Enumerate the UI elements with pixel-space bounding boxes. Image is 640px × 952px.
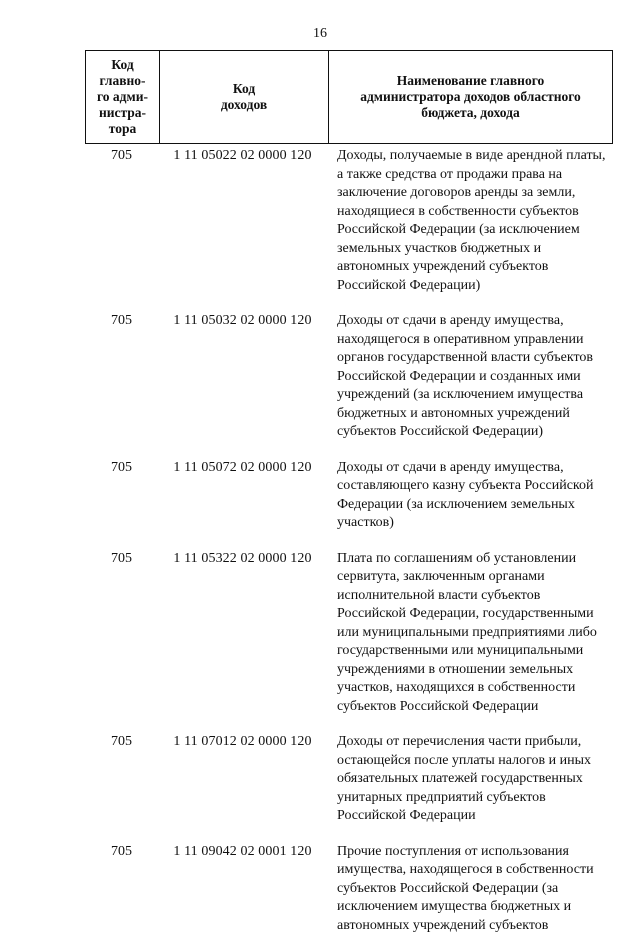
income-code-cell: 1 11 05072 02 0000 120 [173, 459, 312, 475]
admin-code-cell: 705 [111, 148, 132, 163]
table-row [85, 843, 613, 936]
admin-code-cell: 705 [111, 734, 132, 749]
admin-code-cell: 705 [111, 313, 132, 328]
header-name: Наименование главного администратора доходов областного бюджета, дохода [328, 51, 612, 143]
income-name-cell: Доходы от сдачи в аренду имущества, составляющего казну субъекта Российской Федерации (за исключением земельных участков) [337, 459, 594, 530]
income-name-cell: Доходы от сдачи в аренду имущества, находящегося в оперативном управлении органов государственной власти субъектов Российской Федерации и созданных ими учреждений (за исключением имущества бюджетных и автономных учреждений субъектов Российской Федерации) [337, 313, 594, 439]
income-name-cell: Плата по соглашениям об установлении сервитута, заключенным органами исполнительной власти субъектов Российской Федерации, государственными или муниципальными предприятиями либо государственными или муниципальными учреждениями в отношении земельных участков, находящихся в собственности субъектов Российской Федерации [337, 550, 597, 714]
table-row [85, 147, 613, 295]
income-name-cell: Доходы, получаемые в виде арендной платы, а также средства от продажи права на заключение договоров аренды за земли, находящиеся в собственности субъектов Российской Федерации (за исключением земельных участков бюджетных и автономных учреждений субъектов Российской Федерации) [337, 148, 606, 293]
admin-code-cell: 705 [111, 550, 132, 566]
income-code-cell: 1 11 09042 02 0001 120 [173, 843, 312, 859]
admin-code-cell: 705 [111, 843, 132, 859]
income-code-cell: 1 11 05032 02 0000 120 [173, 313, 312, 328]
income-code-cell: 1 11 07012 02 0000 120 [173, 734, 312, 749]
table-row [85, 733, 613, 826]
header-admin-code: Код главно- го адми- нистра- тора [97, 57, 148, 136]
table-row [85, 550, 613, 717]
table-row [85, 312, 613, 442]
admin-code-cell: 705 [111, 459, 132, 475]
income-code-cell: 1 11 05322 02 0000 120 [173, 550, 312, 566]
table-row [85, 459, 613, 533]
table-body [85, 147, 613, 952]
income-code-cell: 1 11 05022 02 0000 120 [173, 148, 312, 163]
page-number: 16 [313, 26, 327, 41]
income-name-cell: Доходы от перечисления части прибыли, остающейся после уплаты налогов и иных обязательных платежей государственных унитарных предприятий субъектов Российской Федерации [337, 734, 591, 823]
header-income-code: Код доходов [159, 51, 328, 143]
income-name-cell: Прочие поступления от использования имущества, находящегося в собственности субъектов Российской Федерации (за исключением имущества бюджетных и автономных учреждений субъектов [337, 843, 594, 933]
table-header [85, 50, 613, 144]
